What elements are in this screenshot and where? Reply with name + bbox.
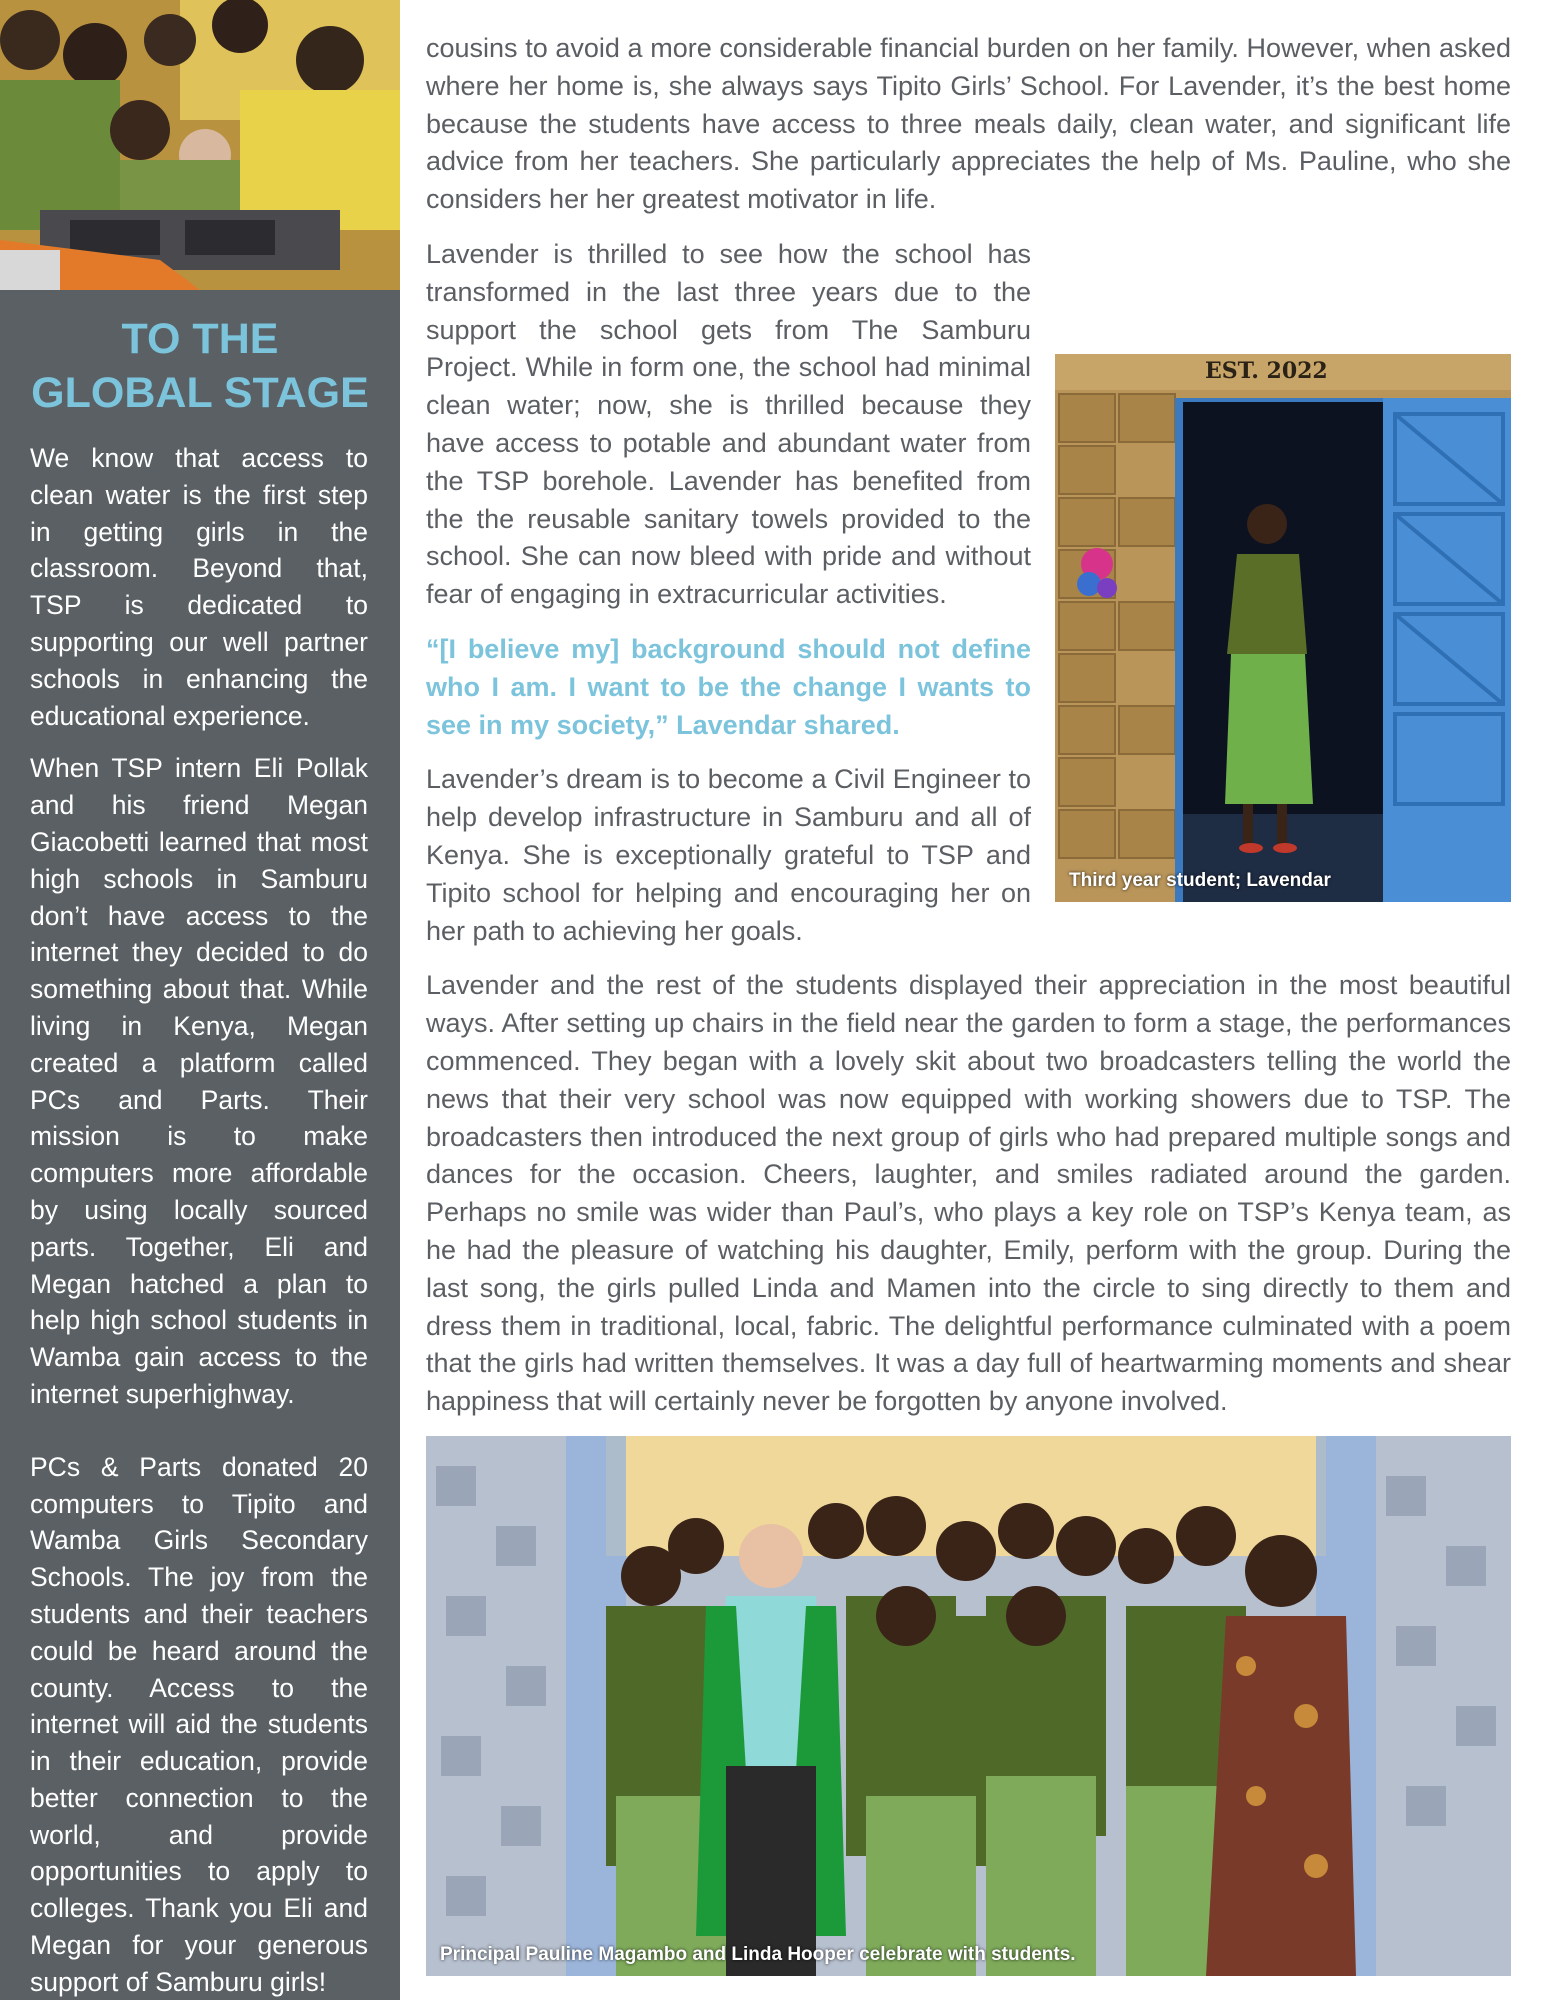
group-photo-caption: Principal Pauline Magambo and Linda Hooper celebrate with students. — [440, 1944, 1076, 1965]
group-celebration-photo — [426, 1436, 1511, 1976]
sidebar-heading — [0, 312, 400, 420]
lavender-sign: EST. 2022 — [1205, 357, 1328, 384]
lavender-quote: “[I believe my] background should not define who I am. I want to be the change I wants to see in my society,” Lavendar shared. — [426, 633, 1031, 740]
article-paragraph-3: Lavender’s dream is to become a Civil Engineer to help develop infrastructure in Samburu and all of Kenya. She is exceptionally grateful to TSP and Tipito school for helping and encouraging her on her path to achieving her goals. — [426, 764, 1031, 946]
lavender-caption: Third year student; Lavendar — [1069, 869, 1331, 891]
sidebar-paragraph: When TSP intern Eli Pollak and his friend Megan Giacobetti learned that most high schools in Samburu don’t have access to the internet they decided to do something about that. While living in Kenya, Megan created a platform called PCs and Parts. Their mission is to make computers more affordable by using locally sourced parts. Together, Eli and Megan hatched a plan to help high school students in Wamba gain access to the internet superhighway. — [30, 753, 368, 1409]
lavender-photo-figure — [1055, 354, 1511, 902]
sidebar-paragraph: PCs & Parts donated 20 computers to Tipito and Wamba Girls Secondary Schools. The joy from the students and their teachers could be heard around the county. Access to the internet will aid the students in their education, provide better connection to the world, and provide opportunities to apply to colleges. Thank you Eli and Megan for your generous support of Samburu girls! — [30, 1451, 368, 1997]
article-paragraph-2: Lavender is thrilled to see how the school has transformed in the last three years due to the support the school gets from The Samburu Project. While in form one, the school had minimal clean water; now, she is thrilled because they have access to potable and abundant water from the TSP borehole. Lavender has benefited from the the reusable sanitary towels provided to the school. She can now bleed with pride and without fear of engaging in extracurricular activities. — [426, 238, 1031, 610]
article-float-block — [426, 236, 1511, 967]
sidebar — [0, 0, 400, 2000]
sidebar-paragraph: We know that access to clean water is the first step in getting girls in the classroom. Beyond that, TSP is dedicated to supporting our well partner schools in enhancing the educational experience. — [30, 443, 368, 731]
article-paragraph-1: cousins to avoid a more considerable financial burden on her family. However, when asked where her home is, she always says Tipito Girls’ School. For Lavender, it’s the best home because the students have access to three meals daily, clean water, and significant life advice from her teachers. She particularly appreciates the help of Ms. Pauline, who she considers her her greatest motivator in life. — [426, 33, 1511, 215]
article-column — [426, 30, 1511, 1438]
sidebar-heading-line1: TO THE — [121, 315, 279, 363]
sidebar-body — [30, 440, 368, 2000]
sidebar-heading-line2: GLOBAL STAGE — [31, 369, 369, 417]
students-computers-photo — [0, 0, 400, 290]
article-paragraph-4: Lavender and the rest of the students displayed their appreciation in the most beautiful ways. After setting up chairs in the field near the garden to form a stage, the performances commenced. They began with a lovely skit about two broadcasters telling the world the news that their very school was now equipped with working showers due to TSP. The broadcasters then introduced the next group of girls who had prepared multiple songs and dances for the occasion. Cheers, laughter, and smiles radiated around the garden. Perhaps no smile was wider than Paul’s, who plays a key role on TSP’s Kenya team, as he had the pleasure of watching his daughter, Emily, perform with the group. During the last song, the girls pulled Linda and Mamen into the circle to sing directly to them and dress them in traditional, local, fabric. The delightful performance culminated with a poem that the girls had written themselves. It was a day full of heartwarming moments and shear happiness that will certainly never be forgotten by anyone involved. — [426, 970, 1511, 1417]
